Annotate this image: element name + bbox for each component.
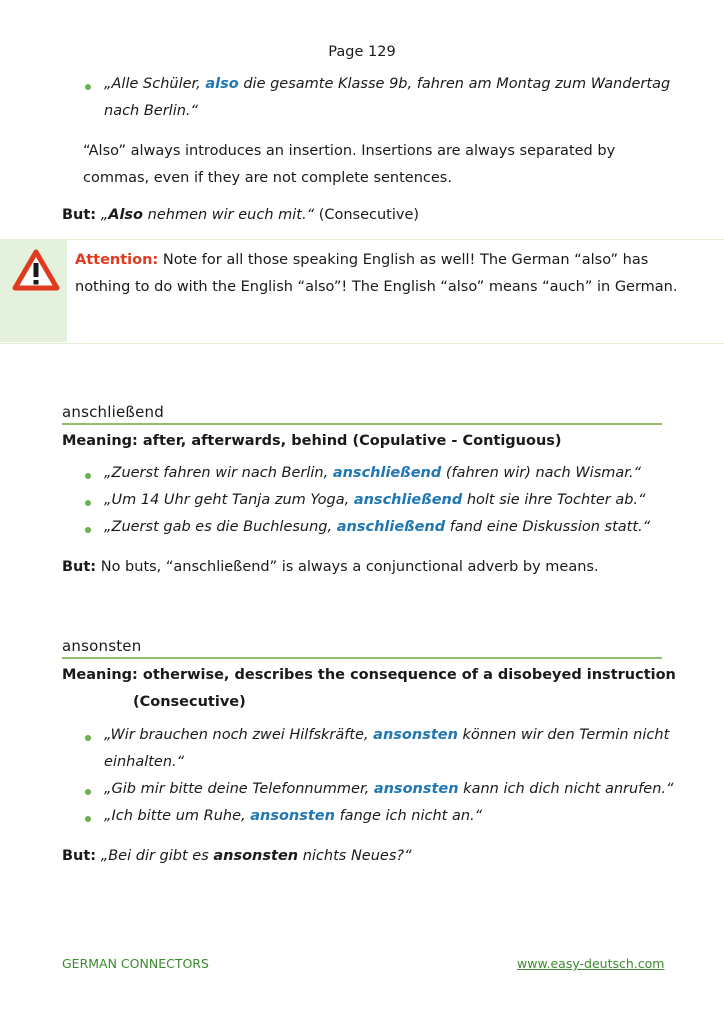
- meaning-anschliessend: Meaning: after, afterwards, behind (Copulative - Contiguous): [62, 433, 562, 449]
- example-text: können wir den Termin nicht: [457, 727, 670, 743]
- section-divider: [62, 423, 662, 425]
- bullet-dot: [85, 735, 91, 741]
- footer-website-link[interactable]: www.easy-deutsch.com: [517, 956, 665, 971]
- example-text: einhalten.“: [104, 754, 185, 770]
- example-text: „Wir brauchen noch zwei Hilfskräfte,: [104, 727, 374, 743]
- keyword-also: also: [205, 76, 239, 92]
- example-text: „: [96, 207, 109, 223]
- example-anschliessend-1: [104, 465, 641, 481]
- example-text: „Gib mir bitte deine Telefonnummer,: [104, 781, 374, 797]
- example-ansonsten-3: [104, 808, 482, 824]
- example-anschliessend-3: [104, 519, 650, 535]
- attention-text: [75, 247, 715, 301]
- bullet-dot: [85, 816, 91, 822]
- keyword-anschliessend: anschließend: [336, 519, 446, 535]
- bullet-dot: [85, 84, 91, 90]
- but-label: But:: [62, 848, 97, 864]
- meaning-ansonsten: Meaning: otherwise, describes the consequence of a disobeyed instruction: [62, 667, 676, 683]
- example-text: „Alle Schüler,: [104, 76, 206, 92]
- section-heading-ansonsten: ansonsten: [62, 637, 142, 655]
- keyword-anschliessend: anschließend: [332, 465, 442, 481]
- attention-label: Attention:: [75, 252, 159, 268]
- note-line: “Also” always introduces an insertion. Insertions are always separated by: [83, 143, 616, 159]
- bullet-dot: [85, 789, 91, 795]
- note-line: commas, even if they are not complete sentences.: [83, 170, 452, 186]
- example-text: fand eine Diskussion statt.“: [445, 519, 651, 535]
- example-ansonsten-2: [104, 781, 674, 797]
- meaning-ansonsten-category: (Consecutive): [133, 694, 246, 710]
- example-anschliessend-2: [104, 492, 646, 508]
- bullet-dot: [85, 527, 91, 533]
- footer-title: GERMAN CONNECTORS: [62, 956, 209, 971]
- example-text: holt sie ihre Tochter ab.“: [462, 492, 646, 508]
- attention-line: Note for all those speaking English as well! The German “also” has: [158, 252, 649, 268]
- ansonsten-but-line: [62, 848, 412, 864]
- example-text: „Zuerst fahren wir nach Berlin,: [104, 465, 333, 481]
- bullet-dot: [85, 473, 91, 479]
- keyword-anschliessend: anschließend: [353, 492, 463, 508]
- warning-icon: [12, 249, 60, 291]
- example-ansonsten-1: [104, 722, 684, 776]
- keyword-ansonsten: ansonsten: [373, 781, 459, 797]
- anschliessend-but-line: [62, 559, 599, 575]
- example-text: fange ich nicht an.“: [334, 808, 483, 824]
- example-text: nach Berlin.“: [104, 103, 199, 119]
- keyword-ansonsten: ansonsten: [373, 727, 458, 743]
- example-text: nichts Neues?“: [298, 848, 412, 864]
- example-text: „Zuerst gab es die Buchlesung,: [104, 519, 337, 535]
- keyword-bold: ansonsten: [213, 848, 299, 864]
- also-but-line: [62, 207, 419, 223]
- but-text: No buts, “anschließend” is always a conjunctional adverb by means.: [96, 559, 599, 575]
- attention-line: nothing to do with the English “also”! The English “also” means “auch” in German.: [75, 279, 678, 295]
- category-tag: (Consecutive): [314, 207, 420, 223]
- section-divider: [62, 657, 662, 659]
- keyword-bold: Also: [108, 207, 144, 223]
- keyword-ansonsten: ansonsten: [250, 808, 335, 824]
- also-note: [83, 138, 683, 192]
- bullet-dot: [85, 500, 91, 506]
- example-text: (fahren wir) nach Wismar.“: [441, 465, 642, 481]
- but-label: But:: [62, 207, 97, 223]
- example-text: „Um 14 Uhr geht Tanja zum Yoga,: [104, 492, 354, 508]
- example-text: „Bei dir gibt es: [96, 848, 214, 864]
- example-also-1: [104, 71, 684, 125]
- example-text: nehmen wir euch mit.“: [143, 207, 315, 223]
- example-text: „Ich bitte um Ruhe,: [104, 808, 251, 824]
- example-text: kann ich dich nicht anrufen.“: [458, 781, 674, 797]
- section-heading-anschliessend: anschließend: [62, 403, 164, 421]
- but-label: But:: [62, 559, 97, 575]
- page-number: Page 129: [328, 44, 396, 60]
- example-text: die gesamte Klasse 9b, fahren am Montag zum Wandertag: [238, 76, 671, 92]
